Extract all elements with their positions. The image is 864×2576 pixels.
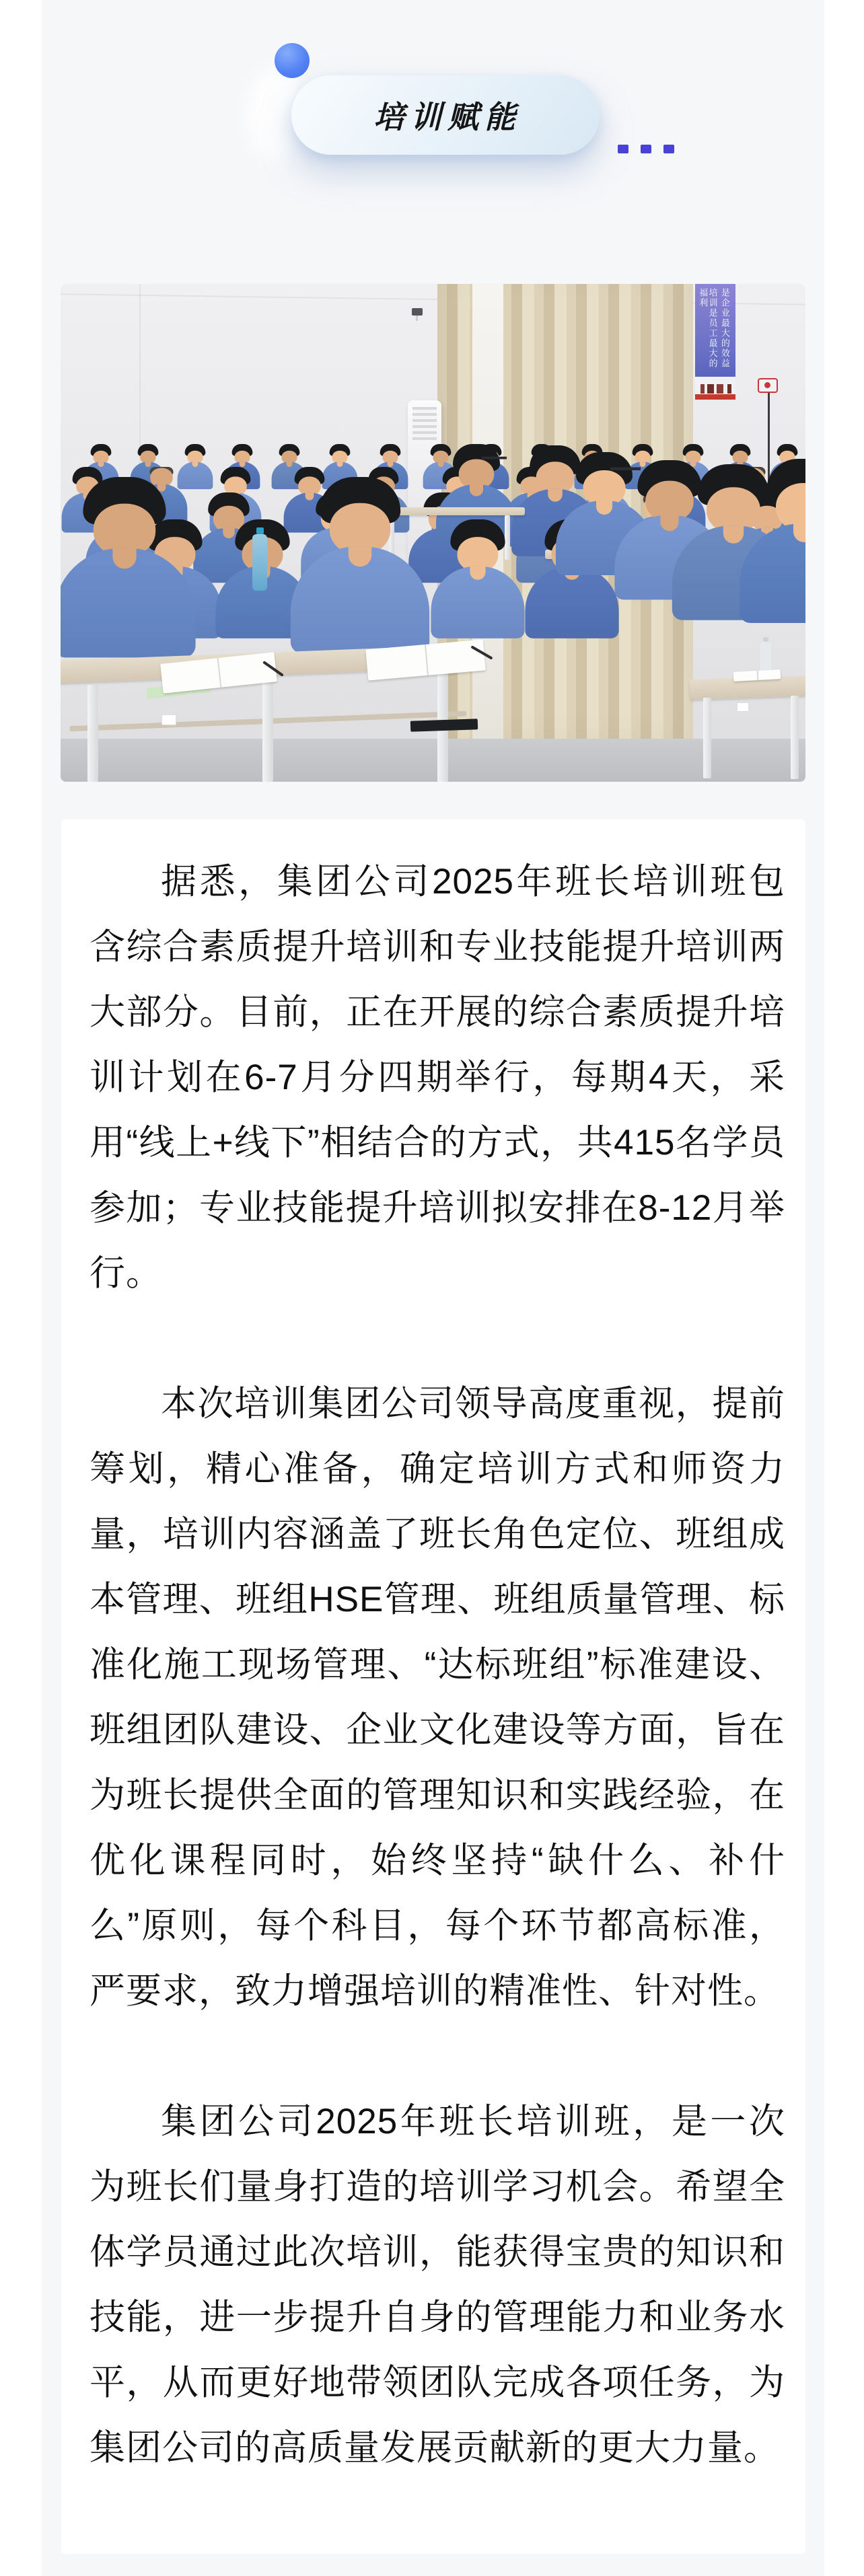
desk-name-card xyxy=(737,702,749,712)
article-paragraph: 本次培训集团公司领导高度重视，提前筹划，精心准备，确定培训方式和师资力量，培训内容涵盖了班长角色定位、班组成本管理、班组HSE管理、班组质量管理、标准化施工现场管理、“达标班组”标准建设、班组团队建设、企业文化建设等方面，旨在为班长提供全面的管理知识和实践经验，在优化课程同时，始终坚持“缺什么、补什么”原则，每个科目，每个环节都高标准，严要求，致力增强培训的精准性、针对性。 xyxy=(89,1384,785,2011)
trainees-crowd xyxy=(61,284,805,782)
dashes-decoration-icon xyxy=(618,145,674,153)
banner-text-line: 培训是员工最大的福利 xyxy=(698,288,718,369)
banner-text-line: 是企业最大的效益 xyxy=(719,288,730,369)
article-card xyxy=(61,819,805,2554)
section-title-badge xyxy=(291,75,600,155)
badge-blue-dot-icon xyxy=(275,43,310,78)
uniform-torso xyxy=(178,462,213,489)
section-title: 培训赋能 xyxy=(373,100,521,135)
desk-name-card xyxy=(161,714,176,725)
classroom-photo[interactable] xyxy=(61,284,805,782)
article-paragraph: 集团公司2025年班长培训班，是一次为班长们量身打造的培训学习机会。希望全体学员通过此次培训，能获得宝贵的知识和技能，进一步提升自身的管理能力和业务水平，从而更好地带领团队完成各项任务，为集团公司的高质量发展贡献新的更大力量。 xyxy=(89,2102,785,2468)
article-body xyxy=(89,849,785,2480)
section-header xyxy=(0,0,864,284)
article-paragraph: 据悉，集团公司2025年班长培训班包含综合素质提升培训和专业技能提升培训两大部分。目前，正在开展的综合素质提升培训计划在6-7月分四期举行，每期4天，采用“线上+线下”相结合的方式，共415名学员参加；专业技能提升培训拟安排在8-12月举行。 xyxy=(89,862,785,1293)
blue-water-bottle xyxy=(252,534,267,591)
